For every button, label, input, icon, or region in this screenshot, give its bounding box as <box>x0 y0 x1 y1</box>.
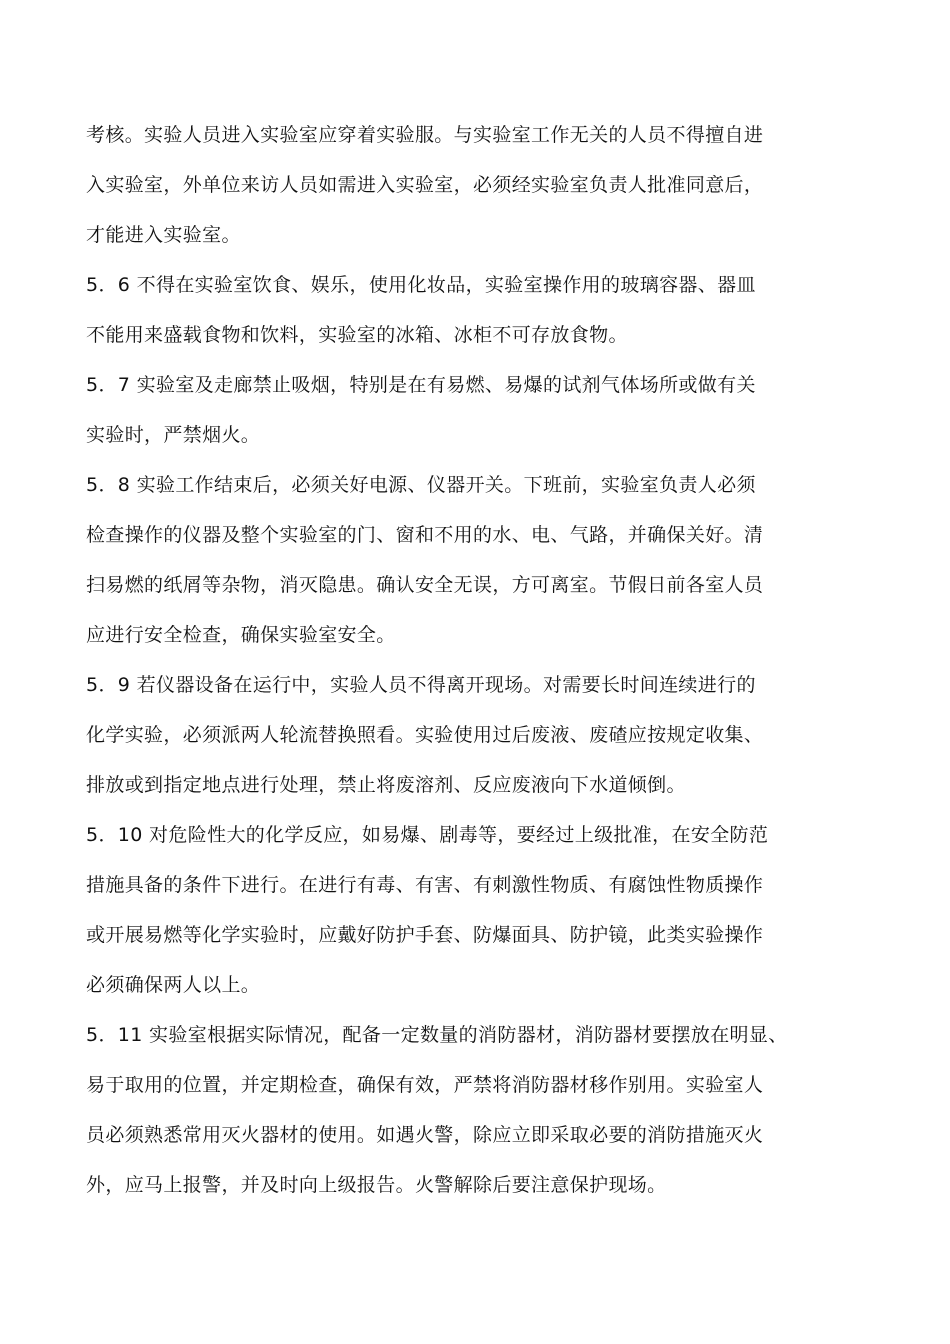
text-line: 入实验室，外单位来访人员如需进入实验室，必须经实验室负责人批准同意后， <box>86 174 764 196</box>
text-line: 应进行安全检查，确保实验室安全。 <box>86 624 396 646</box>
text-line: 措施具备的条件下进行。在进行有毒、有害、有刺激性物质、有腐蚀性物质操作 <box>86 874 764 896</box>
text-line: 排放或到指定地点进行处理，禁止将废溶剂、反应废液向下水道倾倒。 <box>86 774 686 796</box>
text-line: 考核。实验人员进入实验室应穿着实验服。与实验室工作无关的人员不得擅自进 <box>86 124 764 146</box>
text-line: 员必须熟悉常用灭火器材的使用。如遇火警，除应立即采取必要的消防措施灭火 <box>86 1124 764 1146</box>
text-line: 必须确保两人以上。 <box>86 974 261 996</box>
clause-5-9: 5．9 若仪器设备在运行中，实验人员不得离开现场。对需要长时间连续进行的 <box>86 674 756 696</box>
text-line: 或开展易燃等化学实验时，应戴好防护手套、防爆面具、防护镜，此类实验操作 <box>86 924 764 946</box>
text-line: 检查操作的仪器及整个实验室的门、窗和不用的水、电、气路，并确保关好。清 <box>86 524 764 546</box>
text-line: 易于取用的位置，并定期检查，确保有效，严禁将消防器材移作别用。实验室人 <box>86 1074 764 1096</box>
text-line: 实验时，严禁烟火。 <box>86 424 261 446</box>
text-line: 才能进入实验室。 <box>86 224 241 246</box>
clause-5-7: 5．7 实验室及走廊禁止吸烟，特别是在有易燃、易爆的试剂气体场所或做有关 <box>86 374 756 396</box>
text-line: 化学实验，必须派两人轮流替换照看。实验使用过后废液、废碴应按规定收集、 <box>86 724 764 746</box>
clause-5-11: 5．11 实验室根据实际情况，配备一定数量的消防器材，消防器材要摆放在明显、 <box>86 1024 788 1046</box>
clause-5-8: 5．8 实验工作结束后，必须关好电源、仪器开关。下班前，实验室负责人必须 <box>86 474 756 496</box>
text-line: 外，应马上报警，并及时向上级报告。火警解除后要注意保护现场。 <box>86 1174 667 1196</box>
text-line: 不能用来盛载食物和饮料，实验室的冰箱、冰柜不可存放食物。 <box>86 324 628 346</box>
clause-5-6: 5．6 不得在实验室饮食、娱乐，使用化妆品，实验室操作用的玻璃容器、器皿 <box>86 274 756 296</box>
text-line: 扫易燃的纸屑等杂物，消灭隐患。确认安全无误，方可离室。节假日前各室人员 <box>86 574 764 596</box>
clause-5-10: 5．10 对危险性大的化学反应，如易爆、剧毒等，要经过上级批准，在安全防范 <box>86 824 769 846</box>
